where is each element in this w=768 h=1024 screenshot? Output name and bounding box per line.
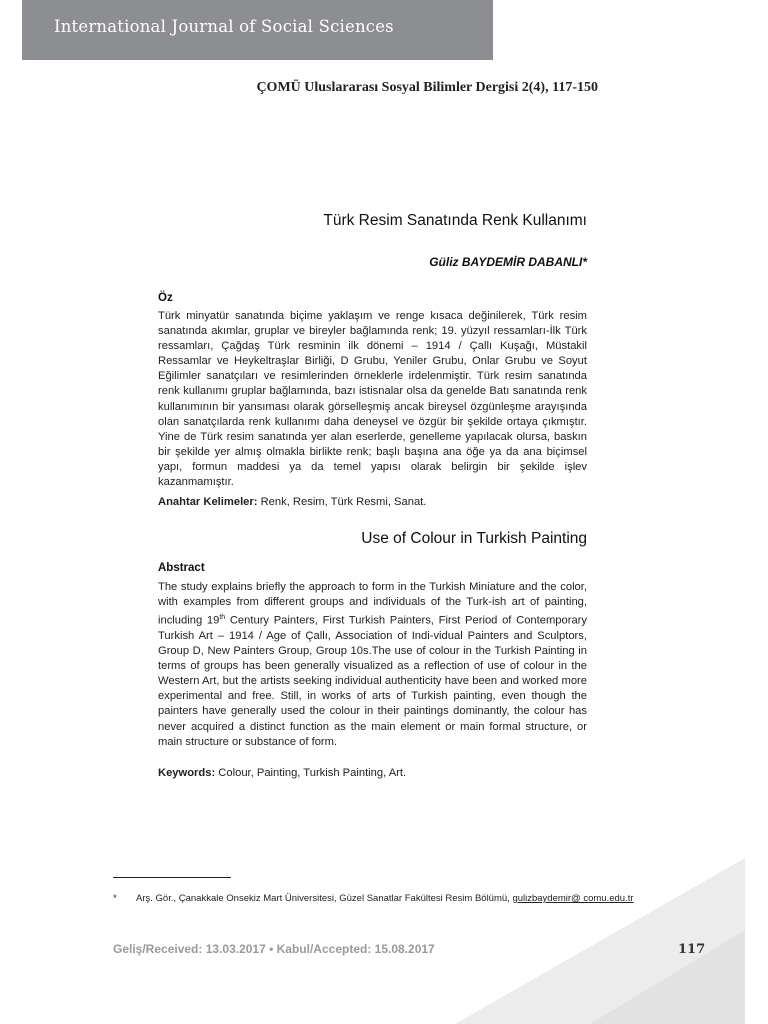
- abstract-paragraph: [158, 580, 587, 750]
- keywords-tr-label: Anahtar Kelimeler:: [158, 496, 258, 508]
- journal-header-bar: [22, 0, 493, 60]
- received-accepted-dates: Geliş/Received: 13.03.2017 • Kabul/Accepted: 15.08.2017: [113, 942, 435, 956]
- footnote-mark: *: [113, 893, 117, 904]
- author-name: Güliz BAYDEMİR DABANLI*: [429, 255, 587, 269]
- journal-title: International Journal of Social Sciences: [54, 17, 394, 36]
- citation-line: ÇOMÜ Uluslararası Sosyal Bilimler Dergisi 2(4), 117-150: [256, 80, 598, 95]
- abstract-text-part2: Century Painters, First Turkish Painters, First Period of Contemporary Turkish Art – 1914 / Age of Çallı, Association of Indi-vidual Painters and Sculptors, Group D, New Painters Group, Group 10s.The use of colour in the Turkish Painting in terms of groups has been generally visualized as a reflection of use of colour in the Western Art, but the artists seeking individual authenticity have been and worked more experimental and free. Still, in works of arts of Turkish painting, even though the painters have generally used the colour in their paintings dominantly, the colour has never acquired a distinct function as the main element or main formal structure, or main structure or substance of form.: [158, 614, 587, 748]
- abstract-heading: Abstract: [158, 562, 205, 574]
- article-title-en: Use of Colour in Turkish Painting: [361, 530, 587, 547]
- footnote-text: Arş. Gör., Çanakkale Onsekiz Mart Üniversitesi, Güzel Sanatlar Fakültesi Resim Bölümü,: [136, 893, 513, 904]
- keywords-tr-values: Renk, Resim, Türk Resmi, Sanat.: [257, 496, 427, 508]
- abstract-superscript: th: [219, 614, 226, 622]
- footnote-text-block: [136, 892, 646, 906]
- article-title-tr: Türk Resim Sanatında Renk Kullanımı: [323, 212, 587, 229]
- keywords-en-label: Keywords:: [158, 767, 216, 779]
- footnote-email-link[interactable]: gulizbaydemir@ comu.edu.tr: [512, 893, 634, 904]
- oz-heading: Öz: [158, 292, 173, 304]
- keywords-en-values: Colour, Painting, Turkish Painting, Art.: [215, 767, 407, 779]
- abstract-text-part1: The study explains briefly the approach to form in the Turkish Miniature and the color, with examples from different groups and individuals of the Turk-ish art of painting, including 19: [158, 581, 587, 627]
- page-number: 117: [678, 942, 706, 957]
- footnote-divider: [113, 877, 231, 878]
- keywords-tr: [158, 496, 587, 508]
- keywords-en: [158, 767, 587, 779]
- oz-paragraph: Türk minyatür sanatında biçime yaklaşım ve renge kısaca değinilerek, Türk resim sanatında akımlar, gruplar ve bireyler bağlamında renk; 19. yüzyıl ressamları-İlk Türk ressamları, Çağdaş Türk resminin ilk dönemi – 1914 / Çallı Kuşağı, Müstakil Ressamlar ve Heykeltraşlar Birliği, D Grubu, Yeniler Grubu, Onlar Grubu ve Soyut Eğilimler sanatçıları ve resimlerinden örneklerle irdelenmiştir. Türk resim sanatında renk kullanımı gruplar bağlamında, bazı istisnalar olsa da genelde Batı sanatında renk kullanımının bir yansıması olarak görselleşmiş ancak bireysel özgünleşme arayışında olan sanatçılarda renk kullanımı daha deneysel ve özgür bir şekilde ortaya çıkmıştır. Yine de Türk resim sanatında yer alan eserlerde, genelleme yapılacak olursa, baskın bir şekilde yer almış olmakla birlikte renk; başlı başına ana öğe ya da ana biçimsel yapı, formun maddesi ya da temel yapısı olarak belirgin bir şekilde işlev kazanmamıştır.: [158, 310, 587, 489]
